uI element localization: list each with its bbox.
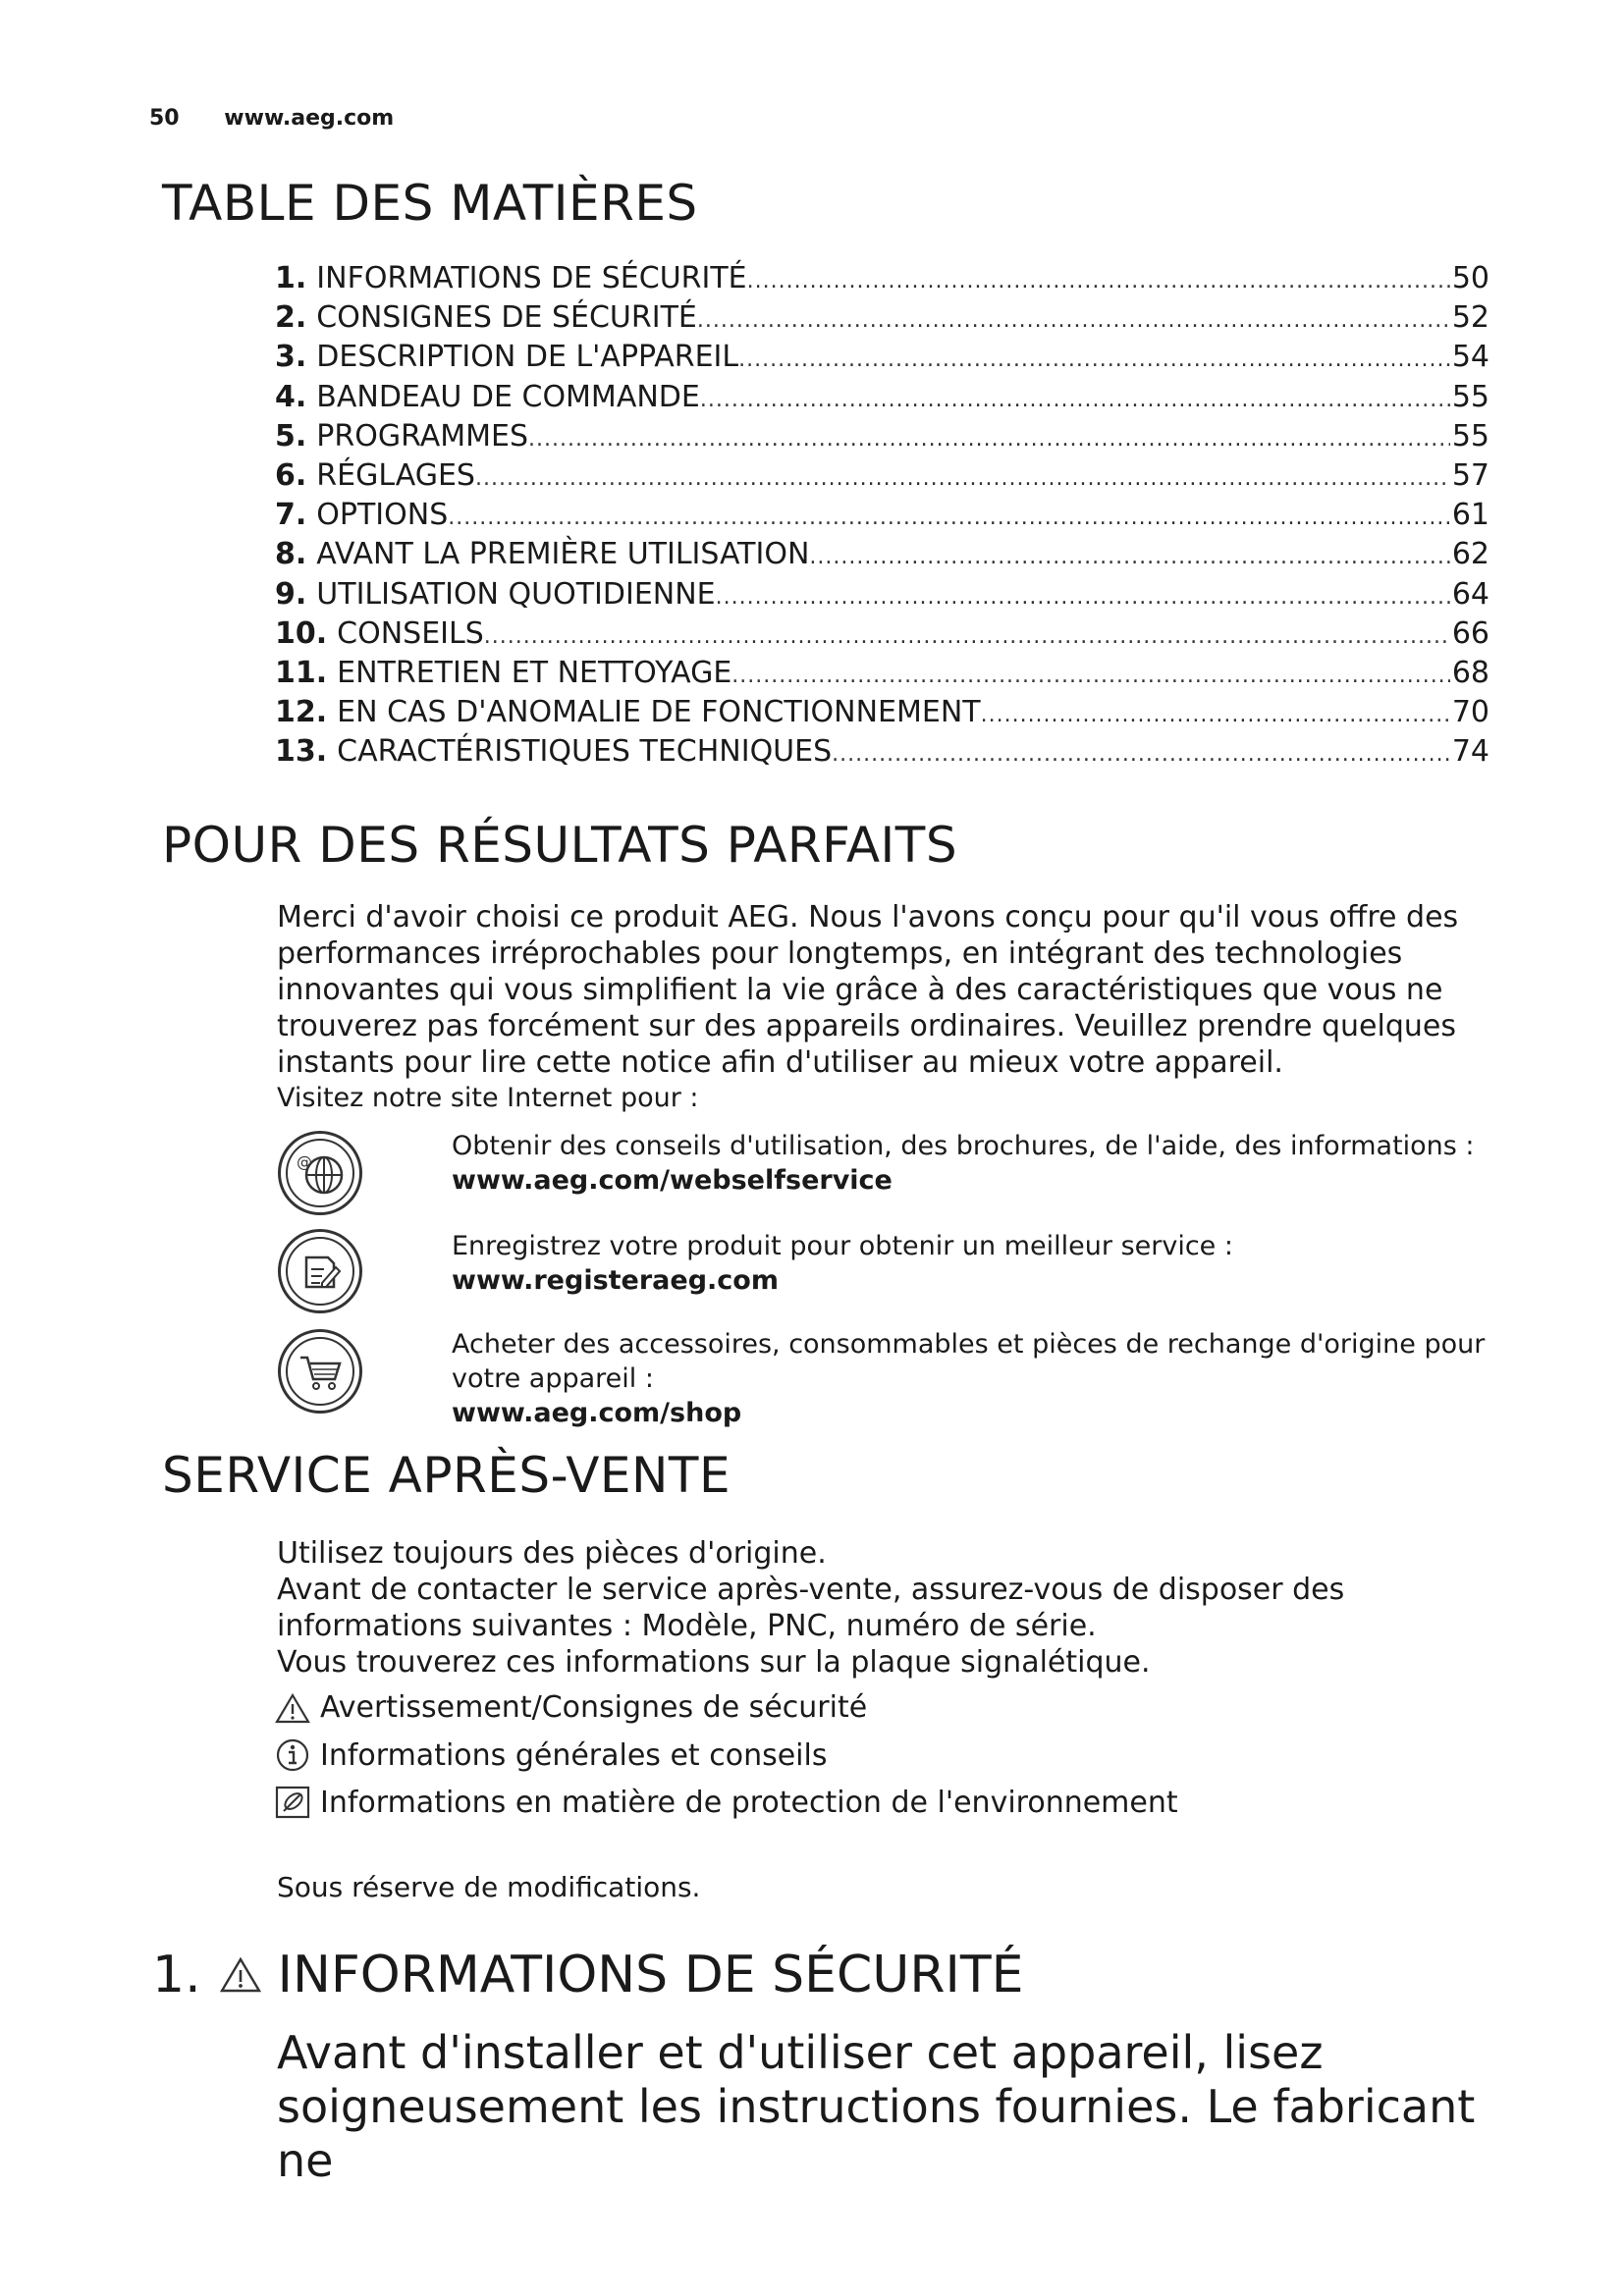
toc-item-page: 57 (1451, 457, 1489, 493)
toc-leader (528, 427, 1450, 452)
toc-item-label: OPTIONS (316, 498, 449, 533)
toc-leader (738, 347, 1450, 372)
header-url[interactable]: www.aeg.com (224, 106, 395, 131)
toc-item-number: 3. (275, 340, 307, 375)
toc-item[interactable] (275, 734, 1489, 774)
legend-item (275, 1690, 867, 1725)
toc-item-label: INFORMATIONS DE SÉCURITÉ (316, 261, 747, 295)
visit-website-text: Visitez notre site Internet pour : (277, 1083, 699, 1113)
toc-item-label: BANDEAU DE COMMANDE (316, 379, 700, 414)
toc-item-label: CARACTÉRISTIQUES TECHNIQUES (337, 734, 833, 770)
toc-item-number: 4. (275, 379, 307, 414)
toc-item-label: DESCRIPTION DE L'APPAREIL (316, 340, 739, 375)
after-sales-title: SERVICE APRÈS-VENTE (162, 1447, 731, 1504)
toc-item[interactable] (275, 340, 1489, 379)
legend-label: Avertissement/Consignes de sécurité (320, 1690, 868, 1725)
service-text: Obtenir des conseils d'utilisation, des brochures, de l'aide, des informations : (452, 1131, 1475, 1161)
toc-item-page: 50 (1451, 261, 1489, 295)
warning-icon (275, 1692, 310, 1724)
toc-item-number: 5. (275, 418, 307, 454)
toc-item-number: 13. (275, 734, 328, 770)
toc-item-page: 55 (1451, 418, 1489, 454)
safety-title: INFORMATIONS DE SÉCURITÉ (277, 1946, 1024, 2004)
toc-item-label: CONSIGNES DE SÉCURITÉ (316, 300, 697, 336)
service-item (452, 1129, 1492, 1198)
service-link[interactable]: www.registeraeg.com (452, 1265, 779, 1296)
toc-item-label: CONSEILS (337, 615, 484, 651)
toc-item-page: 70 (1451, 695, 1489, 730)
toc-item[interactable] (275, 695, 1489, 734)
page-number: 50 (149, 106, 180, 131)
toc-item-label: UTILISATION QUOTIDIENNE (316, 576, 716, 612)
toc-leader (475, 466, 1450, 491)
warning-icon (219, 1955, 262, 1995)
toc-item[interactable] (275, 458, 1489, 498)
toc-leader (809, 545, 1449, 569)
toc-item-number: 11. (275, 655, 328, 690)
toc-item-page: 74 (1451, 734, 1489, 770)
toc-item[interactable] (275, 498, 1489, 537)
legend-label: Informations en matière de protection de l'environnement (320, 1785, 1178, 1820)
toc-item[interactable] (275, 616, 1489, 656)
page-header (149, 106, 394, 131)
intro-paragraph: Merci d'avoir choisi ce produit AEG. Nous l'avons conçu pour qu'il vous offre des performances irréprochables pour longtemps, en intégrant des technologies innovantes qui vous simplifient la vie grâce à des caractéristiques que vous ne trouverez pas forcément sur des appareils ordinaires. Veuillez prendre quelques instants pour lire cette notice afin d'utiliser au mieux votre appareil. (277, 900, 1459, 1080)
service-text: Acheter des accessoires, consommables et pièces de rechange d'origine pour votre appareil : (452, 1329, 1486, 1394)
service-text: Enregistrez votre produit pour obtenir un meilleur service : (452, 1231, 1233, 1261)
toc-item-page: 55 (1451, 379, 1489, 414)
globe-icon (278, 1131, 362, 1215)
toc-item[interactable] (275, 656, 1489, 695)
table-of-contents (275, 261, 1489, 774)
after-sales-text (277, 1535, 1504, 1681)
toc-leader (716, 585, 1450, 610)
toc-item-page: 64 (1451, 576, 1489, 612)
toc-item[interactable] (275, 261, 1489, 300)
toc-item-label: ENTRETIEN ET NETTOYAGE (337, 655, 732, 690)
cart-icon (278, 1329, 362, 1414)
toc-leader (731, 664, 1450, 688)
toc-item-number: 8. (275, 537, 307, 572)
toc-item-number: 9. (275, 576, 307, 612)
service-link[interactable]: www.aeg.com/webselfservice (452, 1165, 893, 1196)
safety-section-heading (152, 1946, 1023, 2004)
reserve-note: Sous réserve de modifications. (277, 1871, 701, 1903)
toc-item-number: 1. (275, 261, 307, 295)
toc-item-page: 52 (1451, 300, 1489, 336)
toc-leader (981, 703, 1450, 727)
after-sales-line: Vous trouverez ces informations sur la plaque signalétique. (277, 1645, 1151, 1680)
toc-item[interactable] (275, 577, 1489, 616)
toc-item-number: 2. (275, 300, 307, 336)
environment-icon (275, 1785, 310, 1820)
svg-text:@: @ (297, 1152, 312, 1171)
toc-item-number: 6. (275, 457, 307, 493)
service-item (452, 1229, 1492, 1298)
legend-label: Informations générales et conseils (320, 1737, 828, 1773)
toc-item-page: 54 (1451, 340, 1489, 375)
toc-leader (747, 269, 1450, 294)
toc-leader (832, 742, 1450, 767)
toc-item-label: AVANT LA PREMIÈRE UTILISATION (316, 537, 810, 572)
toc-leader (448, 506, 1450, 530)
service-item (452, 1327, 1492, 1430)
toc-item-number: 7. (275, 498, 307, 533)
toc-item-number: 12. (275, 695, 328, 730)
toc-item-label: EN CAS D'ANOMALIE DE FONCTIONNEMENT (337, 695, 981, 730)
info-icon (275, 1737, 310, 1773)
after-sales-line: Utilisez toujours des pièces d'origine. (277, 1536, 827, 1571)
after-sales-line: Avant de contacter le service après-vente, assurez-vous de disposer des informations suivantes : Modèle, PNC, numéro de série. (277, 1573, 1345, 1643)
service-link[interactable]: www.aeg.com/shop (452, 1398, 742, 1428)
toc-leader (700, 388, 1450, 412)
register-icon (278, 1229, 362, 1313)
toc-item-label: PROGRAMMES (316, 418, 528, 454)
toc-item-label: RÉGLAGES (316, 457, 475, 493)
toc-item[interactable] (275, 300, 1489, 340)
toc-item[interactable] (275, 537, 1489, 576)
toc-leader (697, 308, 1450, 333)
toc-item-number: 10. (275, 615, 328, 651)
toc-leader (484, 624, 1450, 649)
toc-item-page: 61 (1451, 498, 1489, 533)
perfect-results-title: POUR DES RÉSULTATS PARFAITS (162, 817, 958, 874)
legend-item (275, 1785, 1178, 1820)
section-number: 1. (152, 1946, 201, 2004)
safety-intro: Avant d'installer et d'utiliser cet appareil, lisez soigneusement les instructions fournies. Le fabricant ne (277, 2026, 1476, 2187)
toc-item-page: 66 (1451, 615, 1489, 651)
toc-title: TABLE DES MATIÈRES (162, 175, 698, 232)
legend-item (275, 1737, 827, 1773)
toc-item[interactable] (275, 419, 1489, 458)
toc-item[interactable] (275, 380, 1489, 419)
toc-item-page: 68 (1451, 655, 1489, 690)
toc-item-page: 62 (1451, 537, 1489, 572)
